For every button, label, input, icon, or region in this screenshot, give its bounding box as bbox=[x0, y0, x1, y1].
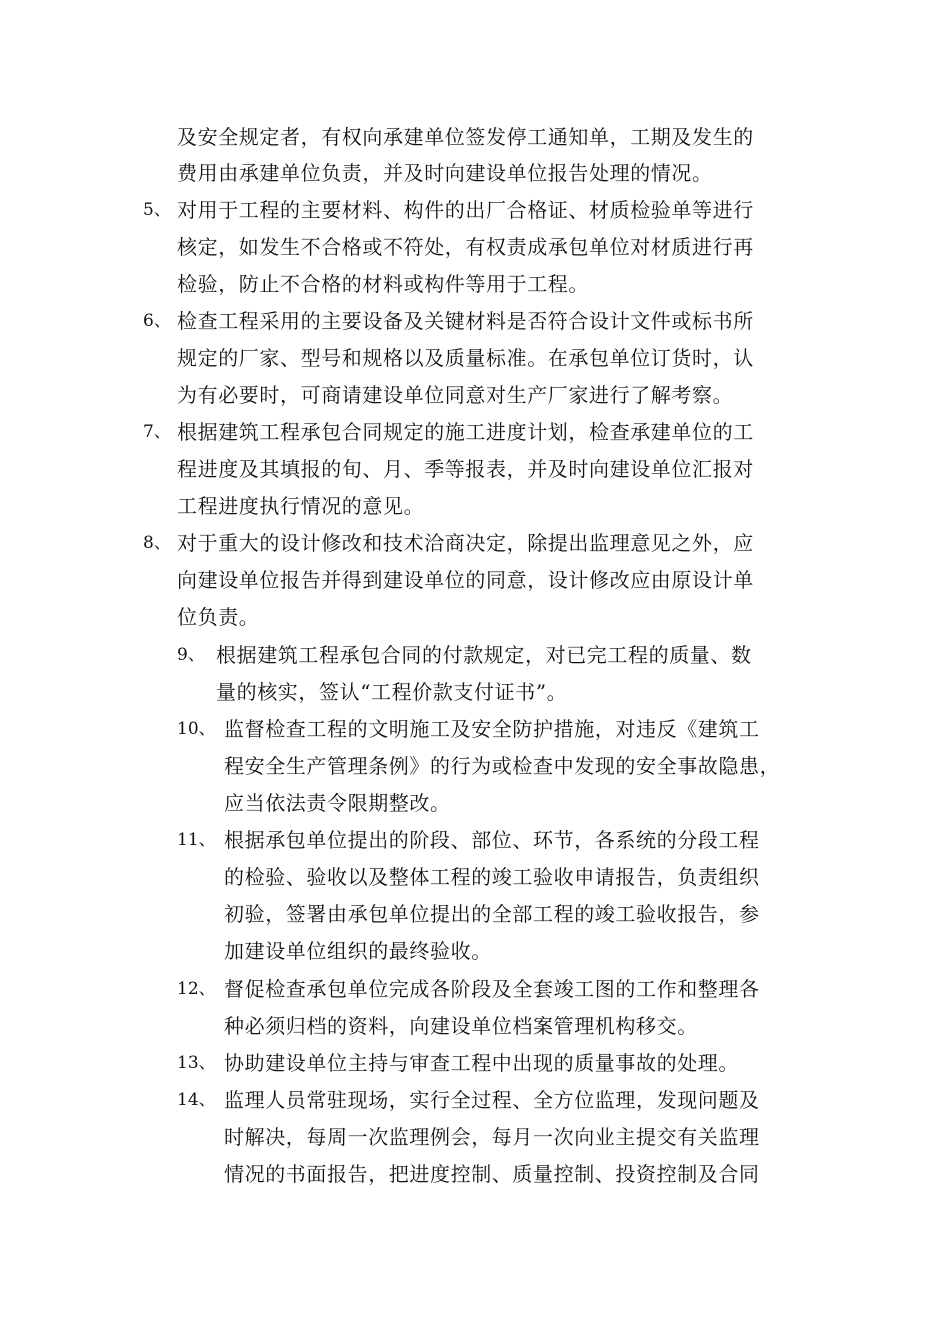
item-line: 初验，签署由承包单位提出的全部工程的竣工验收报告，参 bbox=[224, 902, 760, 926]
item-line: 时解决，每周一次监理例会，每月一次向业主提交有关监理 bbox=[224, 1125, 760, 1149]
item-line: 督促检查承包单位完成各阶段及全套竣工图的工作和整理各 bbox=[224, 977, 760, 1001]
item-line: 种必须归档的资料，向建设单位档案管理机构移交。 bbox=[224, 1014, 698, 1038]
item-number: 7、 bbox=[143, 422, 171, 442]
item-number: 6、 bbox=[143, 311, 171, 331]
item-line: 量的核实，签认“工程价款支付证书”。 bbox=[216, 680, 568, 704]
item-line: 监理人员常驻现场，实行全过程、全方位监理，发现问题及 bbox=[224, 1088, 760, 1112]
item-line: 检查工程采用的主要设备及关键材料是否符合设计文件或标书所 bbox=[177, 309, 754, 333]
intro-line: 费用由承建单位负责，并及时向建设单位报告处理的情况。 bbox=[177, 161, 713, 185]
item-line: 规定的厂家、型号和规格以及质量标准。在承包单位订货时，认 bbox=[177, 346, 754, 370]
item-line: 根据承包单位提出的阶段、部位、环节，各系统的分段工程 bbox=[224, 828, 760, 852]
item-line: 加建设单位组织的最终验收。 bbox=[224, 939, 492, 963]
item-number: 13、 bbox=[177, 1053, 216, 1073]
item-number: 8、 bbox=[143, 533, 171, 553]
item-line: 位负责。 bbox=[177, 605, 260, 629]
item-line: 根据建筑工程承包合同的付款规定，对已完工程的质量、数 bbox=[216, 643, 752, 667]
intro-line: 及安全规定者，有权向承建单位签发停工通知单，工期及发生的 bbox=[177, 125, 754, 149]
item-line: 对用于工程的主要材料、构件的出厂合格证、材质检验单等进行 bbox=[177, 198, 754, 222]
item-line: 根据建筑工程承包合同规定的施工进度计划，检查承建单位的工 bbox=[177, 420, 754, 444]
item-line: 为有必要时，可商请建设单位同意对生产厂家进行了解考察。 bbox=[177, 383, 734, 407]
item-number: 5、 bbox=[143, 200, 171, 220]
item-number: 12、 bbox=[177, 979, 216, 999]
item-line: 程安全生产管理条例》的行为或检查中发现的安全事故隐患， bbox=[224, 754, 781, 778]
item-number: 14、 bbox=[177, 1090, 216, 1110]
item-line: 应当依法责令限期整改。 bbox=[224, 791, 451, 815]
item-line: 监督检查工程的文明施工及安全防护措施，对违反《建筑工 bbox=[224, 717, 760, 741]
item-number: 9、 bbox=[177, 645, 205, 665]
item-line: 向建设单位报告并得到建设单位的同意，设计修改应由原设计单 bbox=[177, 568, 754, 592]
item-line: 的检验、验收以及整体工程的竣工验收申请报告，负责组织 bbox=[224, 865, 760, 889]
item-line: 程进度及其填报的旬、月、季等报表，并及时向建设单位汇报对 bbox=[177, 457, 754, 481]
item-line: 检验，防止不合格的材料或构件等用于工程。 bbox=[177, 272, 589, 296]
item-line: 核定，如发生不合格或不符处，有权责成承包单位对材质进行再 bbox=[177, 235, 754, 259]
item-line: 工程进度执行情况的意见。 bbox=[177, 494, 425, 518]
item-number: 11、 bbox=[177, 830, 216, 850]
item-line: 协助建设单位主持与审查工程中出现的质量事故的处理。 bbox=[224, 1051, 739, 1075]
item-line: 对于重大的设计修改和技术洽商决定，除提出监理意见之外，应 bbox=[177, 531, 754, 555]
item-line: 情况的书面报告，把进度控制、质量控制、投资控制及合同 bbox=[224, 1162, 760, 1186]
item-number: 10、 bbox=[177, 719, 216, 739]
